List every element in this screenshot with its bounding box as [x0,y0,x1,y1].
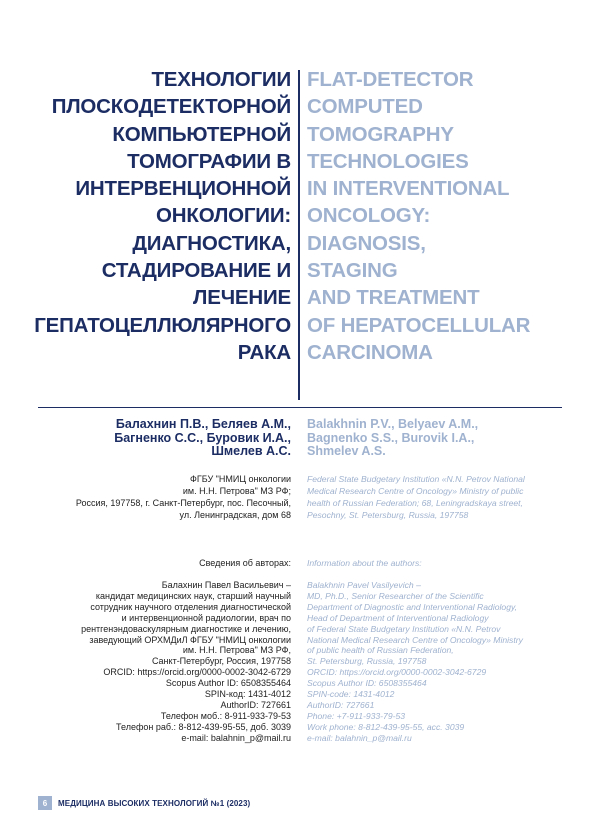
bio-ru-line: SPIN-код: 1431-4012 [204,689,291,700]
title-en-line: TECHNOLOGIES [307,149,469,173]
title-en-line: CARCINOMA [307,340,433,364]
bio-en-line: ORCID: https://orcid.org/0000-0002-3042-6729 [307,667,487,678]
affiliation-en-line: Pesochny, St. Petersburg, Russia, 197758 [307,510,469,520]
title-en-line: COMPUTED [307,95,423,119]
bio-en-line: MD, Ph.D., Senior Researcher of the Scientific [307,590,484,601]
bio-en-line: SPIN-code: 1431-4012 [307,689,395,700]
page-number: 6 [38,796,52,810]
affiliation-ru-line: ФГБУ "НМИЦ онкологии [190,474,291,484]
bio-en-line: Balakhnin Pavel Vasilyevich – [307,580,421,590]
bio-ru-line: AuthorID: 727661 [220,699,291,710]
authors-english [307,418,567,459]
authors-russian [31,418,291,459]
title-ru-line: СТАДИРОВАНИЕ И [101,259,291,283]
title-ru-line: ТОМОГРАФИИ В [127,149,291,173]
title-ru-line: ПЛОСКОДЕТЕКТОРНОЙ [51,95,291,119]
title-ru-line: КОМПЬЮТЕРНОЙ [112,122,291,146]
bio-ru-line: кандидат медицинских наук, старший научный [95,590,291,601]
affiliation-ru-line: Россия, 197758, г. Санкт-Петербург, пос. Песочный, [75,498,291,508]
bio-en-line: e-mail: balahnin_p@mail.ru [307,732,412,743]
title-en-line: TOMOGRAPHY [307,122,454,146]
title-ru-line: ОНКОЛОГИИ: [156,204,291,228]
bio-en-line: St. Petersburg, Russia, 197758 [307,656,427,667]
page-footer [38,796,250,810]
title-ru-line: ЛЕЧЕНИЕ [193,286,291,310]
title-en-line: DIAGNOSIS, [307,231,426,255]
bio-en-line: Department of Diagnostic and Interventional Radiology, [307,601,518,612]
affiliation-ru-line: ул. Ленинградская, дом 68 [179,510,291,520]
affiliation-en-line: health of Russian Federation; 68, Leningradskaya street, [307,498,523,508]
author-ru-line: Балахнин П.В., Беляев А.М., [115,417,291,431]
title-english [307,66,597,366]
title-ru-line: ИНТЕРВЕНЦИОННОЙ [75,177,291,201]
author-en-line: Shmelev A.S. [307,444,386,458]
title-ru-line: ТЕХНОЛОГИИ [151,68,291,91]
affiliation-en-line: Medical Research Centre of Oncology» Ministry of public [307,486,524,496]
bio-en-line: Scopus Author ID: 6508355464 [307,678,427,689]
title-en-line: IN INTERVENTIONAL [307,177,510,201]
bio-ru-line: e-mail: balahnin_p@mail.ru [181,732,291,743]
bio-ru-line: Санкт-Петербург, Россия, 197758 [151,656,291,667]
bio-ru-line: Scopus Author ID: 6508355464 [165,678,291,689]
bio-ru-line: Телефон раб.: 8-812-439-95-55, доб. 3039 [116,721,291,732]
bio-ru-line: и интервенционной радиологии, врач по [121,612,291,623]
affiliation-russian [31,473,291,521]
affiliation-ru-line: им. Н.Н. Петрова" МЗ РФ; [182,486,291,496]
title-russian [21,66,291,366]
title-ru-line: РАКА [237,340,291,364]
author-info-heading-ru: Сведения об авторах: [199,558,291,568]
affiliation-english [307,473,567,521]
author-bio-english [307,580,587,744]
title-en-line: FLAT-DETECTOR [307,68,474,91]
title-en-line: OF HEPATOCELLULAR [307,313,531,337]
author-en-line: Balakhnin P.V., Belyaev A.M., [307,417,479,431]
author-bio-russian [11,580,291,744]
bio-ru-line: Балахнин Павел Васильевич – [161,580,291,590]
title-ru-line: ГЕПАТОЦЕЛЛЮЛЯРНОГО [34,313,291,337]
bio-ru-line: Телефон моб.: 8-911-933-79-53 [160,710,291,721]
author-en-line: Bagnenko S.S., Burovik I.A., [307,430,475,445]
author-info-heading-en: Information about the authors: [307,558,422,568]
bio-ru-line: ORCID: https://orcid.org/0000-0002-3042-6729 [103,667,291,678]
bio-en-line: of Federal State Budgetary Institution «N.N. Petrov [307,623,501,634]
bio-en-line: Phone: +7-911-933-79-53 [307,710,406,721]
author-ru-line: Багненко С.С., Буровик И.А., [114,430,291,445]
title-en-line: ONCOLOGY: [307,204,431,228]
journal-name: МЕДИЦИНА ВЫСОКИХ ТЕХНОЛОГИЙ №1 (2023) [58,798,251,808]
bio-en-line: AuthorID: 727661 [307,699,375,710]
bio-ru-line: им. Н.Н. Петрова" МЗ РФ, [182,645,291,656]
title-en-line: AND TREATMENT [307,286,480,310]
bio-en-line: Work phone: 8-812-439-95-55, acc. 3039 [307,721,465,732]
bio-en-line: Head of Department of Interventional Radiology [307,612,489,623]
bio-en-line: of public health of Russian Federation, [307,645,454,656]
title-divider [298,70,300,400]
section-rule [38,407,562,408]
bio-ru-line: рентгенэндоваскулярным диагностике и лечению, [81,623,291,634]
bio-ru-line: заведующий ОРХМДиЛ ФГБУ "НМИЦ онкологии [89,634,291,645]
author-ru-line: Шмелев А.С. [211,444,291,458]
affiliation-en-line: Federal State Budgetary Institution «N.N. Petrov National [307,474,525,484]
title-ru-line: ДИАГНОСТИКА, [132,231,291,255]
title-en-line: STAGING [307,259,398,283]
bio-en-line: National Medical Research Centre of Oncology» Ministry [307,634,523,645]
bio-ru-line: сотрудник научного отделения диагностической [90,601,291,612]
